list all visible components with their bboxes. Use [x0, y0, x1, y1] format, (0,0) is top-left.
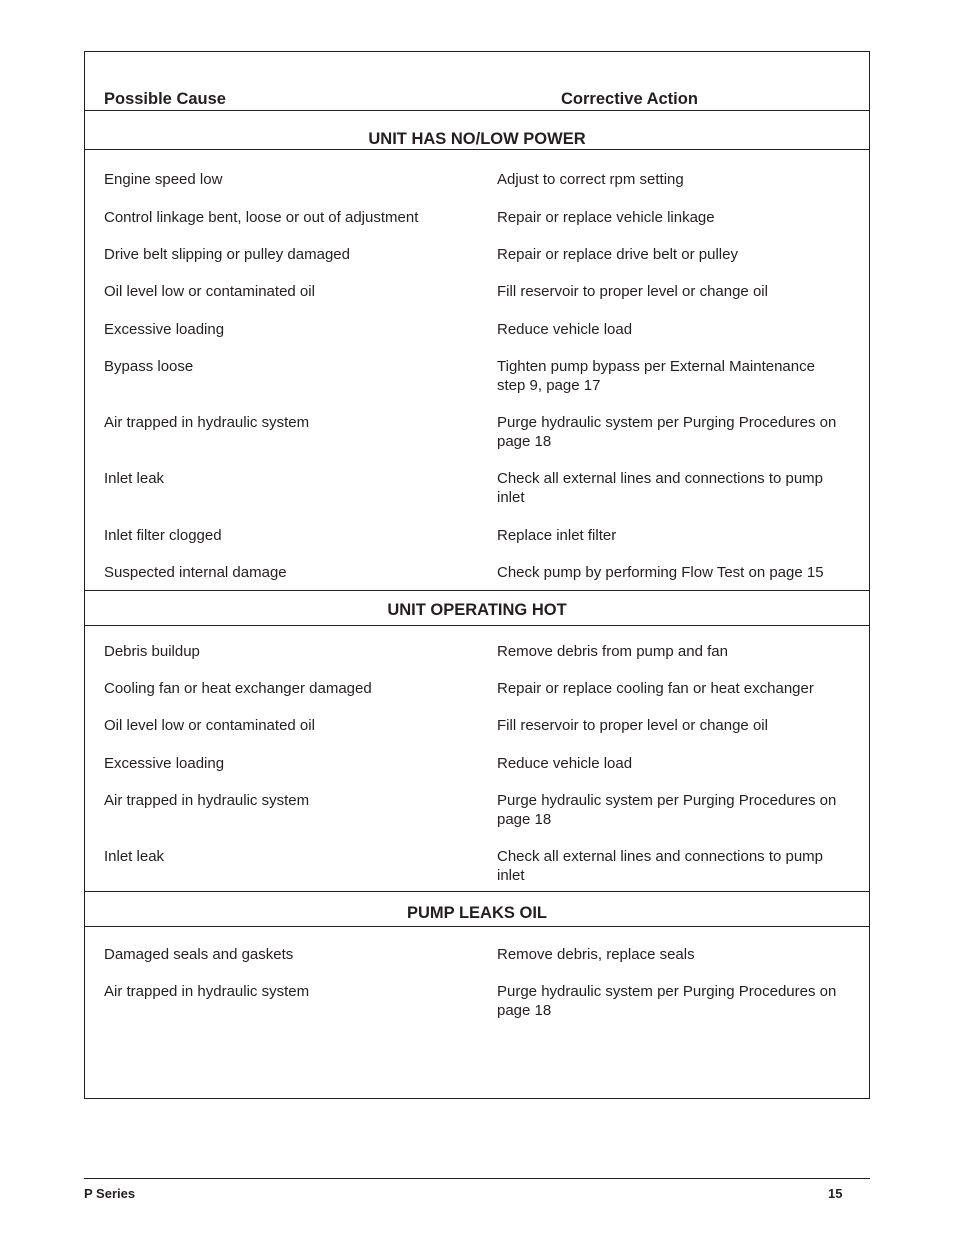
- footer-rule: [84, 1178, 870, 1179]
- header-divider: [85, 110, 869, 111]
- section-divider: [85, 891, 869, 892]
- section-divider: [85, 625, 869, 626]
- cause-cell: Inlet filter clogged: [104, 527, 222, 544]
- section-title-no-low-power: UNIT HAS NO/LOW POWER: [368, 130, 586, 148]
- cause-cell: Oil level low or contaminated oil: [104, 283, 315, 300]
- footer-series: P Series: [84, 1186, 136, 1201]
- action-cell: Adjust to correct rpm setting: [497, 171, 684, 188]
- cause-cell: Air trapped in hydraulic system: [104, 792, 310, 809]
- cause-cell: Cooling fan or heat exchanger damaged: [104, 680, 372, 697]
- action-cell: Check all external lines and connections to pump inlet: [497, 470, 824, 506]
- action-cell: Check all external lines and connections to pump inlet: [497, 848, 824, 884]
- troubleshooting-table: [84, 51, 870, 1099]
- action-cell: Remove debris from pump and fan: [497, 643, 728, 660]
- action-cell: Replace inlet filter: [497, 527, 617, 544]
- action-cell: Reduce vehicle load: [497, 321, 633, 338]
- cause-cell: Air trapped in hydraulic system: [104, 414, 310, 431]
- section-title-operating-hot: UNIT OPERATING HOT: [387, 601, 567, 619]
- cause-cell: Damaged seals and gaskets: [104, 946, 294, 963]
- action-cell: Remove debris, replace seals: [497, 946, 695, 963]
- corrective-action-header: Corrective Action: [561, 90, 698, 108]
- cause-cell: Air trapped in hydraulic system: [104, 983, 310, 1000]
- action-cell: Fill reservoir to proper level or change oil: [497, 717, 768, 734]
- action-cell: Repair or replace cooling fan or heat exchanger: [497, 680, 814, 697]
- page-number: 15: [828, 1186, 843, 1201]
- cause-cell: Oil level low or contaminated oil: [104, 717, 315, 734]
- possible-cause-header: Possible Cause: [104, 90, 226, 108]
- cause-cell: Engine speed low: [104, 171, 223, 188]
- cause-cell: Bypass loose: [104, 358, 194, 375]
- cause-cell: Inlet leak: [104, 470, 165, 487]
- action-cell: Reduce vehicle load: [497, 755, 633, 772]
- cause-cell: Excessive loading: [104, 755, 225, 772]
- cause-cell: Control linkage bent, loose or out of adjustment: [104, 209, 419, 226]
- action-cell: Check pump by performing Flow Test on page 15: [497, 564, 824, 581]
- action-cell: Fill reservoir to proper level or change oil: [497, 283, 768, 300]
- action-cell: Purge hydraulic system per Purging Procedures on page 18: [497, 414, 837, 450]
- action-cell: Purge hydraulic system per Purging Procedures on page 18: [497, 983, 837, 1019]
- action-cell: Repair or replace vehicle linkage: [497, 209, 715, 226]
- action-cell: Purge hydraulic system per Purging Procedures on page 18: [497, 792, 837, 828]
- cause-cell: Inlet leak: [104, 848, 165, 865]
- section-divider: [85, 590, 869, 591]
- cause-cell: Suspected internal damage: [104, 564, 287, 581]
- cause-cell: Debris buildup: [104, 643, 200, 660]
- action-cell: Tighten pump bypass per External Maintenance step 9, page 17: [497, 358, 815, 394]
- cause-cell: Drive belt slipping or pulley damaged: [104, 246, 350, 263]
- section-divider: [85, 149, 869, 150]
- cause-cell: Excessive loading: [104, 321, 225, 338]
- action-cell: Repair or replace drive belt or pulley: [497, 246, 738, 263]
- section-title-leaks-oil: PUMP LEAKS OIL: [407, 904, 547, 922]
- section-divider: [85, 926, 869, 927]
